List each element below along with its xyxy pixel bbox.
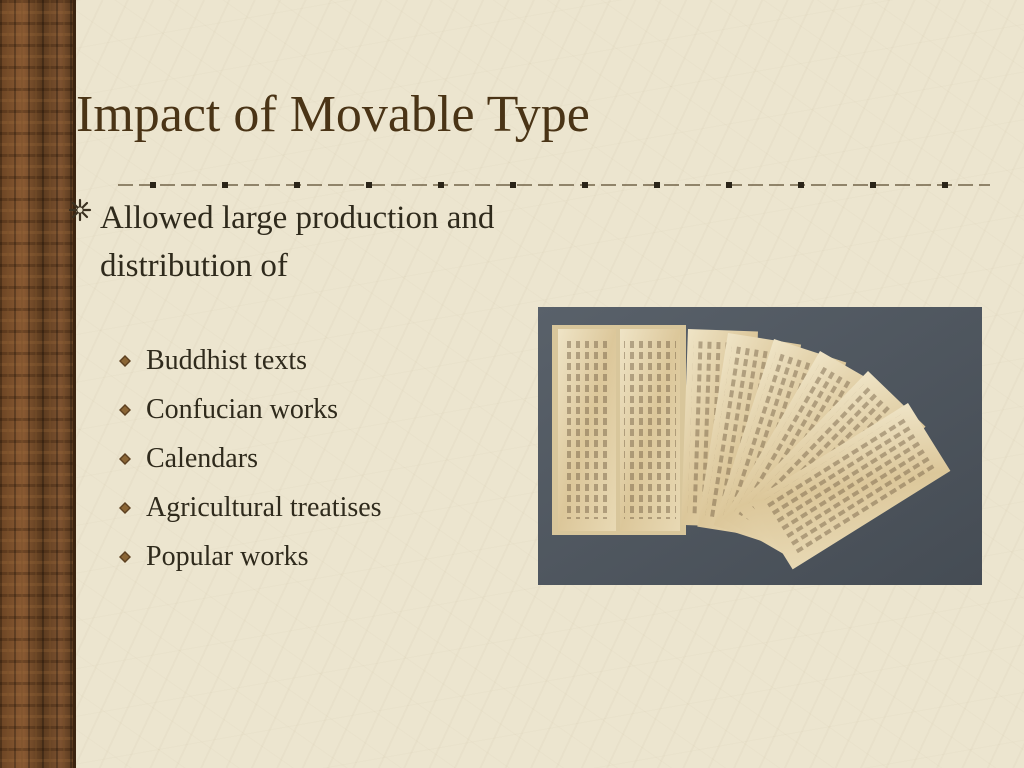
main-bullet-text: Allowed large production and distribution of <box>100 200 495 284</box>
printed-booklets-photo <box>538 307 982 585</box>
main-bullet-list <box>60 194 500 290</box>
sub-bullet-item <box>118 434 448 483</box>
diamond-bullet-icon <box>118 501 146 515</box>
sub-bullet-text: Calendars <box>146 442 258 474</box>
sub-bullet-list <box>118 336 448 581</box>
sub-bullet-text: Popular works <box>146 540 309 572</box>
sub-bullet-text: Confucian works <box>146 393 339 425</box>
sub-bullet-text: Buddhist texts <box>146 344 308 376</box>
sub-bullet-text: Agricultural treatises <box>146 491 382 523</box>
sub-bullet-item <box>118 385 448 434</box>
diamond-bullet-icon <box>118 550 146 564</box>
diamond-bullet-icon <box>118 403 146 417</box>
sparkle-bullet-icon <box>60 194 100 222</box>
main-bullet-item <box>60 194 500 290</box>
sub-bullet-item <box>118 336 448 385</box>
slide-title: Impact of Movable Type <box>76 86 590 143</box>
title-divider <box>118 182 990 188</box>
wood-border <box>0 0 76 768</box>
sub-bullet-item <box>118 532 448 581</box>
diamond-bullet-icon <box>118 452 146 466</box>
sub-bullet-item <box>118 483 448 532</box>
diamond-bullet-icon <box>118 354 146 368</box>
